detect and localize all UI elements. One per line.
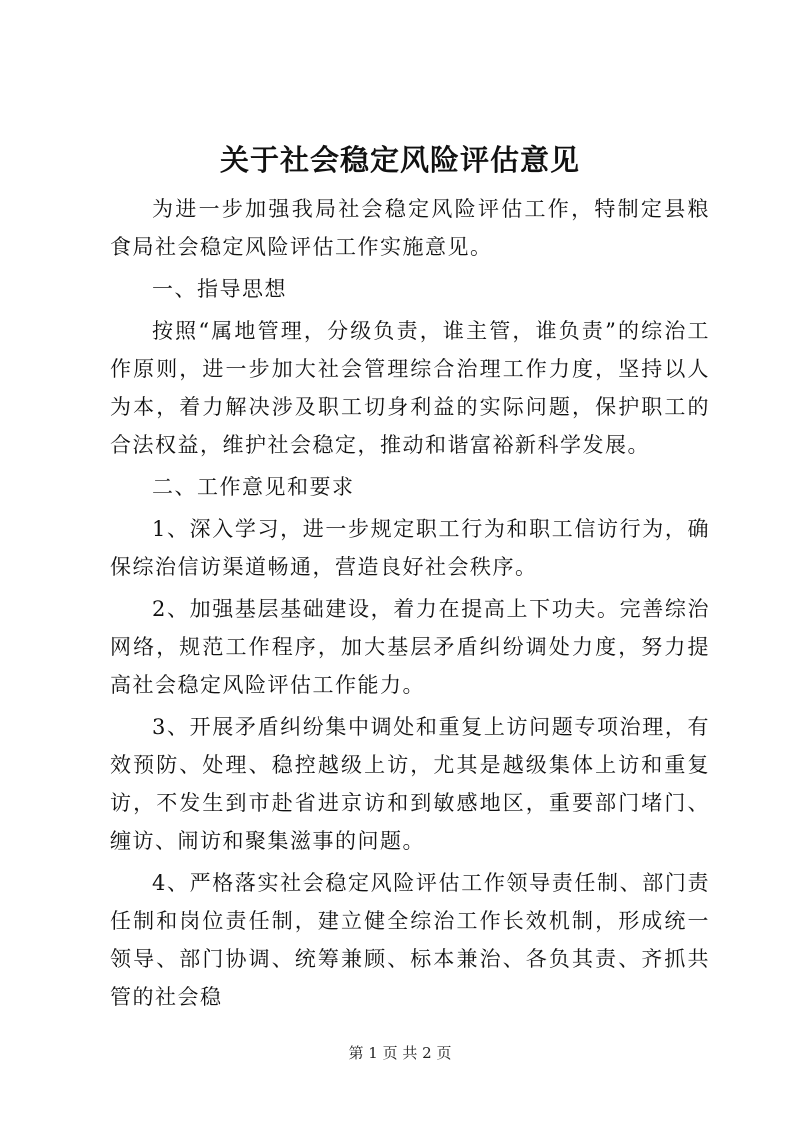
requirement-item-4: 4、严格落实社会稳定风险评估工作领导责任制、部门责任制和岗位责任制，建立健全综治工作长效机制，形成统一领导、部门协调、统筹兼顾、标本兼治、各负其责、齐抓共管的社会稳 <box>110 871 710 1009</box>
requirement-item-2: 2、加强基层基础建设，着力在提高上下功夫。完善综治网络，规范工作程序，加大基层矛盾纠纷调处力度，努力提高社会稳定风险评估工作能力。 <box>110 597 710 697</box>
document-body <box>110 190 710 1016</box>
requirement-item-1: 1、深入学习，进一步规定职工行为和职工信访行为，确保综治信访渠道畅通，营造良好社会秩序。 <box>110 517 710 579</box>
document-title: 关于社会稳定风险评估意见 <box>219 143 580 177</box>
requirement-item-3: 3、开展矛盾纠纷集中调处和重复上访问题专项治理，有效预防、处理、稳控越级上访，尤其是越级集体上访和重复访，不发生到市赴省进京访和到敏感地区，重要部门堵门、缠访、闹访和聚集滋事的问题。 <box>110 715 710 853</box>
page-footer: 第 1 页 共 2 页 <box>348 1044 452 1062</box>
section-heading-work-requirements: 二、工作意见和要求 <box>152 475 355 499</box>
section-heading-guiding-thought: 一、指导思想 <box>152 277 287 301</box>
guiding-thought-paragraph: 按照“属地管理，分级负责，谁主管，谁负责”的综治工作原则，进一步加大社会管理综合治理工作力度，坚持以人为本，着力解决涉及职工切身利益的实际问题，保护职工的合法权益，维护社会稳定，推动和谐富裕新科学发展。 <box>110 319 710 457</box>
intro-paragraph: 为进一步加强我局社会稳定风险评估工作，特制定县粮食局社会稳定风险评估工作实施意见。 <box>110 197 710 259</box>
